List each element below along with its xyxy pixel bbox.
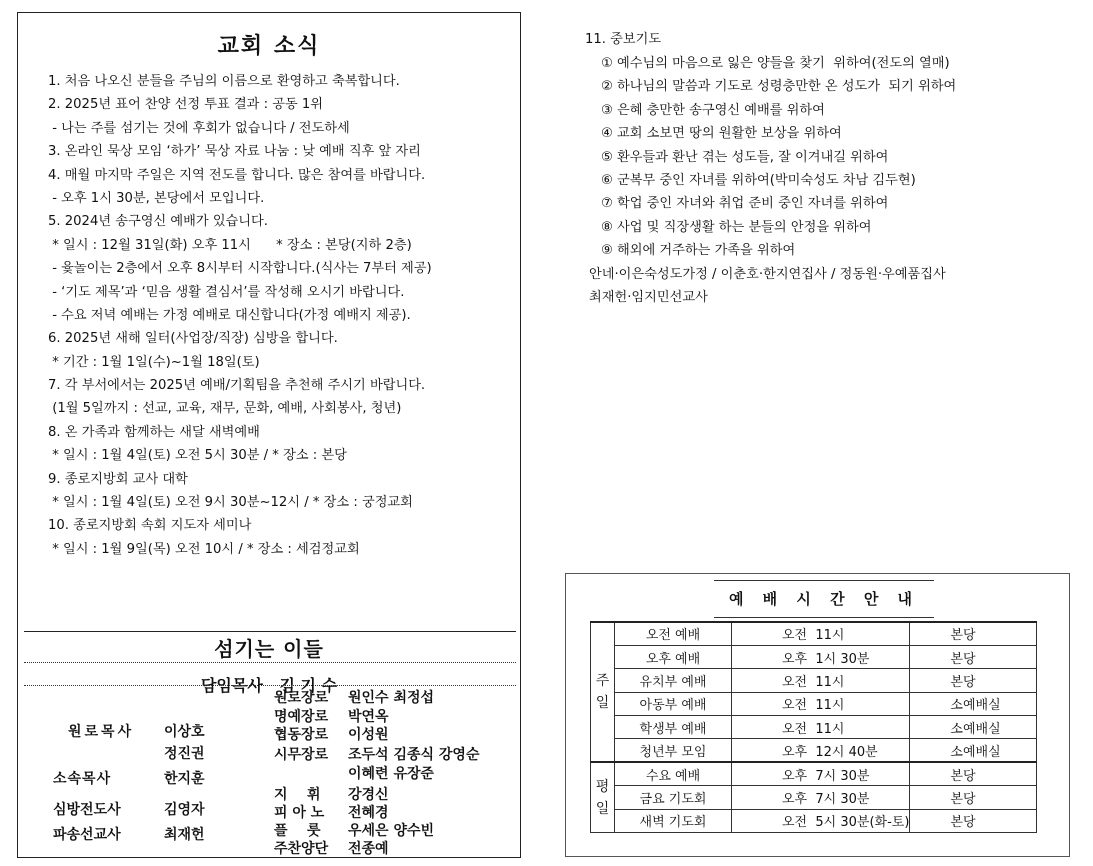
staff-name: 한지훈 <box>164 771 205 787</box>
news-line: - ‘기도 제목’과 ‘믿음 생활 결심서’를 작성해 오시기 바랍니다. <box>48 284 405 300</box>
news-line: * 일시 : 1월 4일(토) 오전 9시 30분~12시 / * 장소 : 궁정교회 <box>48 495 413 511</box>
staff-title: 섬기는 이들 <box>214 637 324 661</box>
service-place: 소예배실 <box>910 739 1037 762</box>
prayer-item: ③ 은혜 충만한 송구영신 예배를 위하여 <box>601 102 825 118</box>
staff-name: 정진권 <box>164 746 205 762</box>
service-row <box>591 809 1037 832</box>
news-line: 4. 매월 마지막 주일은 지역 전도를 합니다. 많은 참여를 바랍니다. <box>48 167 426 183</box>
news-line: - 수요 저녁 예배는 가정 예배로 대신합니다(가정 예배지 제공). <box>48 307 411 323</box>
service-name: 청년부 모임 <box>615 739 732 762</box>
service-times-title: 예 배 시 간 안 내 <box>714 580 934 618</box>
service-time: 오후 1시 30분 <box>732 645 910 668</box>
service-time: 오전 11시 <box>732 716 910 739</box>
service-name: 수요 예배 <box>615 762 732 785</box>
service-name: 유치부 예배 <box>615 669 732 692</box>
service-row <box>591 645 1037 668</box>
service-time: 오후 7시 30분 <box>732 762 910 785</box>
staff-elder-names: 조두석 김종식 강영순 <box>348 747 480 763</box>
service-time: 오전 11시 <box>732 622 910 645</box>
staff-name: 이상호 <box>164 724 205 740</box>
service-row <box>591 622 1037 645</box>
news-line: * 일시 : 12월 31일(화) 오후 11시 * 장소 : 본당(지하 2층) <box>48 237 412 253</box>
news-line: 8. 온 가족과 함께하는 새달 새벽예배 <box>48 424 260 440</box>
prayer-heading: 11. 중보기도 <box>585 32 662 47</box>
staff-elder-row <box>274 802 389 822</box>
service-row <box>591 716 1037 739</box>
staff-elder-row <box>274 838 389 858</box>
staff-name: 김영자 <box>164 802 205 818</box>
news-line: 9. 종로지방회 교사 대학 <box>48 471 188 487</box>
service-name: 오후 예배 <box>615 645 732 668</box>
staff-elder-role: 원로장로 <box>274 690 329 706</box>
service-name: 오전 예배 <box>615 622 732 645</box>
news-line: * 일시 : 1월 9일(목) 오전 10시 / * 장소 : 세검정교회 <box>48 541 360 557</box>
service-time: 오전 11시 <box>732 692 910 715</box>
staff-elder-names: 전혜경 <box>348 805 389 821</box>
service-place: 본당 <box>910 809 1037 832</box>
staff-elder-row <box>274 763 434 783</box>
staff-elder-role: 협동장로 <box>274 727 329 743</box>
staff-elder-names: 이성원 <box>348 727 389 743</box>
service-place: 본당 <box>910 786 1037 809</box>
news-line: 5. 2024년 송구영신 예배가 있습니다. <box>48 214 268 230</box>
news-title: 교회 소식 <box>217 34 321 59</box>
staff-elder-names: 박연옥 <box>348 709 389 725</box>
staff-divider <box>24 631 516 632</box>
staff-elder-row <box>274 706 389 726</box>
news-line: * 일시 : 1월 4일(토) 오전 5시 30분 / * 장소 : 본당 <box>48 448 347 464</box>
prayer-item: ⑧ 사업 및 직장생활 하는 분들의 안정을 위하여 <box>601 219 872 235</box>
prayer-section <box>585 28 1065 309</box>
service-row <box>591 739 1037 762</box>
staff-elder-row <box>274 784 389 804</box>
staff-elder-role: 시무장로 <box>274 747 329 763</box>
staff-name: 최재헌 <box>164 827 205 843</box>
staff-elder-row <box>274 724 389 744</box>
service-time: 오전 11시 <box>732 669 910 692</box>
staff-elder-names: 원인수 최정섭 <box>348 690 435 706</box>
staff-elder-role: 명예장로 <box>274 709 329 725</box>
service-place: 본당 <box>910 645 1037 668</box>
staff-role: 소속목사 <box>53 771 112 787</box>
service-name: 새벽 기도회 <box>615 809 732 832</box>
service-times-panel <box>565 573 1070 857</box>
news-line: 1. 처음 나오신 분들을 주님의 이름으로 환영하고 축복합니다. <box>48 74 400 89</box>
prayer-item: 안네·이은숙성도가정 / 이춘호·한지연집사 / 정동원·우예품집사 <box>589 266 946 282</box>
service-group-label: 주 일 <box>591 622 615 762</box>
service-place: 본당 <box>910 669 1037 692</box>
service-time: 오후 12시 40분 <box>732 739 910 762</box>
prayer-item: 최재헌·임지민선교사 <box>589 289 708 305</box>
news-line: - 나는 주를 섬기는 것에 후회가 없습니다 / 전도하세 <box>48 120 350 136</box>
prayer-list <box>585 52 1065 309</box>
service-name: 금요 기도회 <box>615 786 732 809</box>
staff-rule-upper <box>24 662 516 663</box>
prayer-item: ⑨ 해외에 거주하는 가족을 위하여 <box>601 243 796 259</box>
news-line: (1월 5일까지 : 선교, 교육, 재무, 문화, 예배, 사회봉사, 청년) <box>48 401 402 417</box>
staff-role: 원로목사 <box>68 724 135 740</box>
staff-elder-row <box>274 687 434 707</box>
news-list <box>48 70 518 561</box>
service-place: 소예배실 <box>910 692 1037 715</box>
staff-role: 심방전도사 <box>53 802 121 818</box>
news-line: 3. 온라인 묵상 모임 ‘하가’ 묵상 자료 나눔 : 낮 예배 직후 앞 자리 <box>48 144 421 160</box>
staff-elder-row <box>274 820 434 840</box>
service-name: 아동부 예배 <box>615 692 732 715</box>
staff-elder-row <box>274 744 479 764</box>
staff-role: 파송선교사 <box>53 827 121 843</box>
senior-pastor-name: 김 기 수 <box>279 676 338 695</box>
news-line: 10. 종로지방회 속회 지도자 세미나 <box>48 518 252 534</box>
news-line: * 기간 : 1월 1일(수)~1월 18일(토) <box>48 354 260 370</box>
news-line: - 오후 1시 30분, 본당에서 모입니다. <box>48 190 265 206</box>
prayer-item: ② 하나님의 말씀과 기도로 성령충만한 온 성도가 되기 위하여 <box>601 79 957 95</box>
service-time: 오전 5시 30분(화-토) <box>732 809 910 832</box>
senior-pastor-role: 담임목사 <box>200 676 263 695</box>
prayer-item: ① 예수님의 마음으로 잃은 양들을 찾기 위하여(전도의 열매) <box>601 56 950 71</box>
staff-elder-role: 지 휘 <box>274 787 321 803</box>
staff-elder-names: 우세은 양수빈 <box>348 823 435 839</box>
service-row <box>591 692 1037 715</box>
service-place: 본당 <box>910 762 1037 785</box>
news-line: 7. 각 부서에서는 2025년 예배/기획팀을 추천해 주시기 바랍니다. <box>48 378 426 394</box>
staff-elder-role: 주찬양단 <box>274 841 329 857</box>
service-name: 학생부 예배 <box>615 716 732 739</box>
staff-elder-names: 전종예 <box>348 841 389 857</box>
news-line: 2. 2025년 표어 찬양 선정 투표 결과 : 공동 1위 <box>48 97 324 113</box>
staff-elder-names: 강경신 <box>348 787 389 803</box>
service-place: 소예배실 <box>910 716 1037 739</box>
service-times-table <box>590 621 1037 833</box>
staff-elder-role: 플 룻 <box>274 823 321 839</box>
service-row <box>591 762 1037 785</box>
service-group-label: 평 일 <box>591 762 615 832</box>
service-row <box>591 786 1037 809</box>
staff-elder-role: 피 아 노 <box>274 805 325 821</box>
news-line: 6. 2025년 새해 일터(사업장/직장) 심방을 합니다. <box>48 331 338 347</box>
prayer-item: ⑦ 학업 중인 자녀와 취업 준비 중인 자녀를 위하여 <box>601 196 889 212</box>
prayer-item: ④ 교회 소보면 땅의 원활한 보상을 위하여 <box>601 126 842 142</box>
service-place: 본당 <box>910 622 1037 645</box>
service-time: 오후 7시 30분 <box>732 786 910 809</box>
news-panel <box>17 12 521 858</box>
prayer-item: ⑤ 환우들과 환난 겪는 성도들, 잘 이겨내길 위하여 <box>601 149 889 165</box>
service-row <box>591 669 1037 692</box>
prayer-item: ⑥ 군복무 중인 자녀를 위하여(박미숙성도 차남 김두현) <box>601 172 916 188</box>
staff-rule-lower <box>24 685 516 686</box>
staff-elder-names: 이혜련 유장준 <box>348 766 435 782</box>
news-line: - 윷놀이는 2층에서 오후 8시부터 시작합니다.(식사는 7부터 제공) <box>48 261 432 277</box>
